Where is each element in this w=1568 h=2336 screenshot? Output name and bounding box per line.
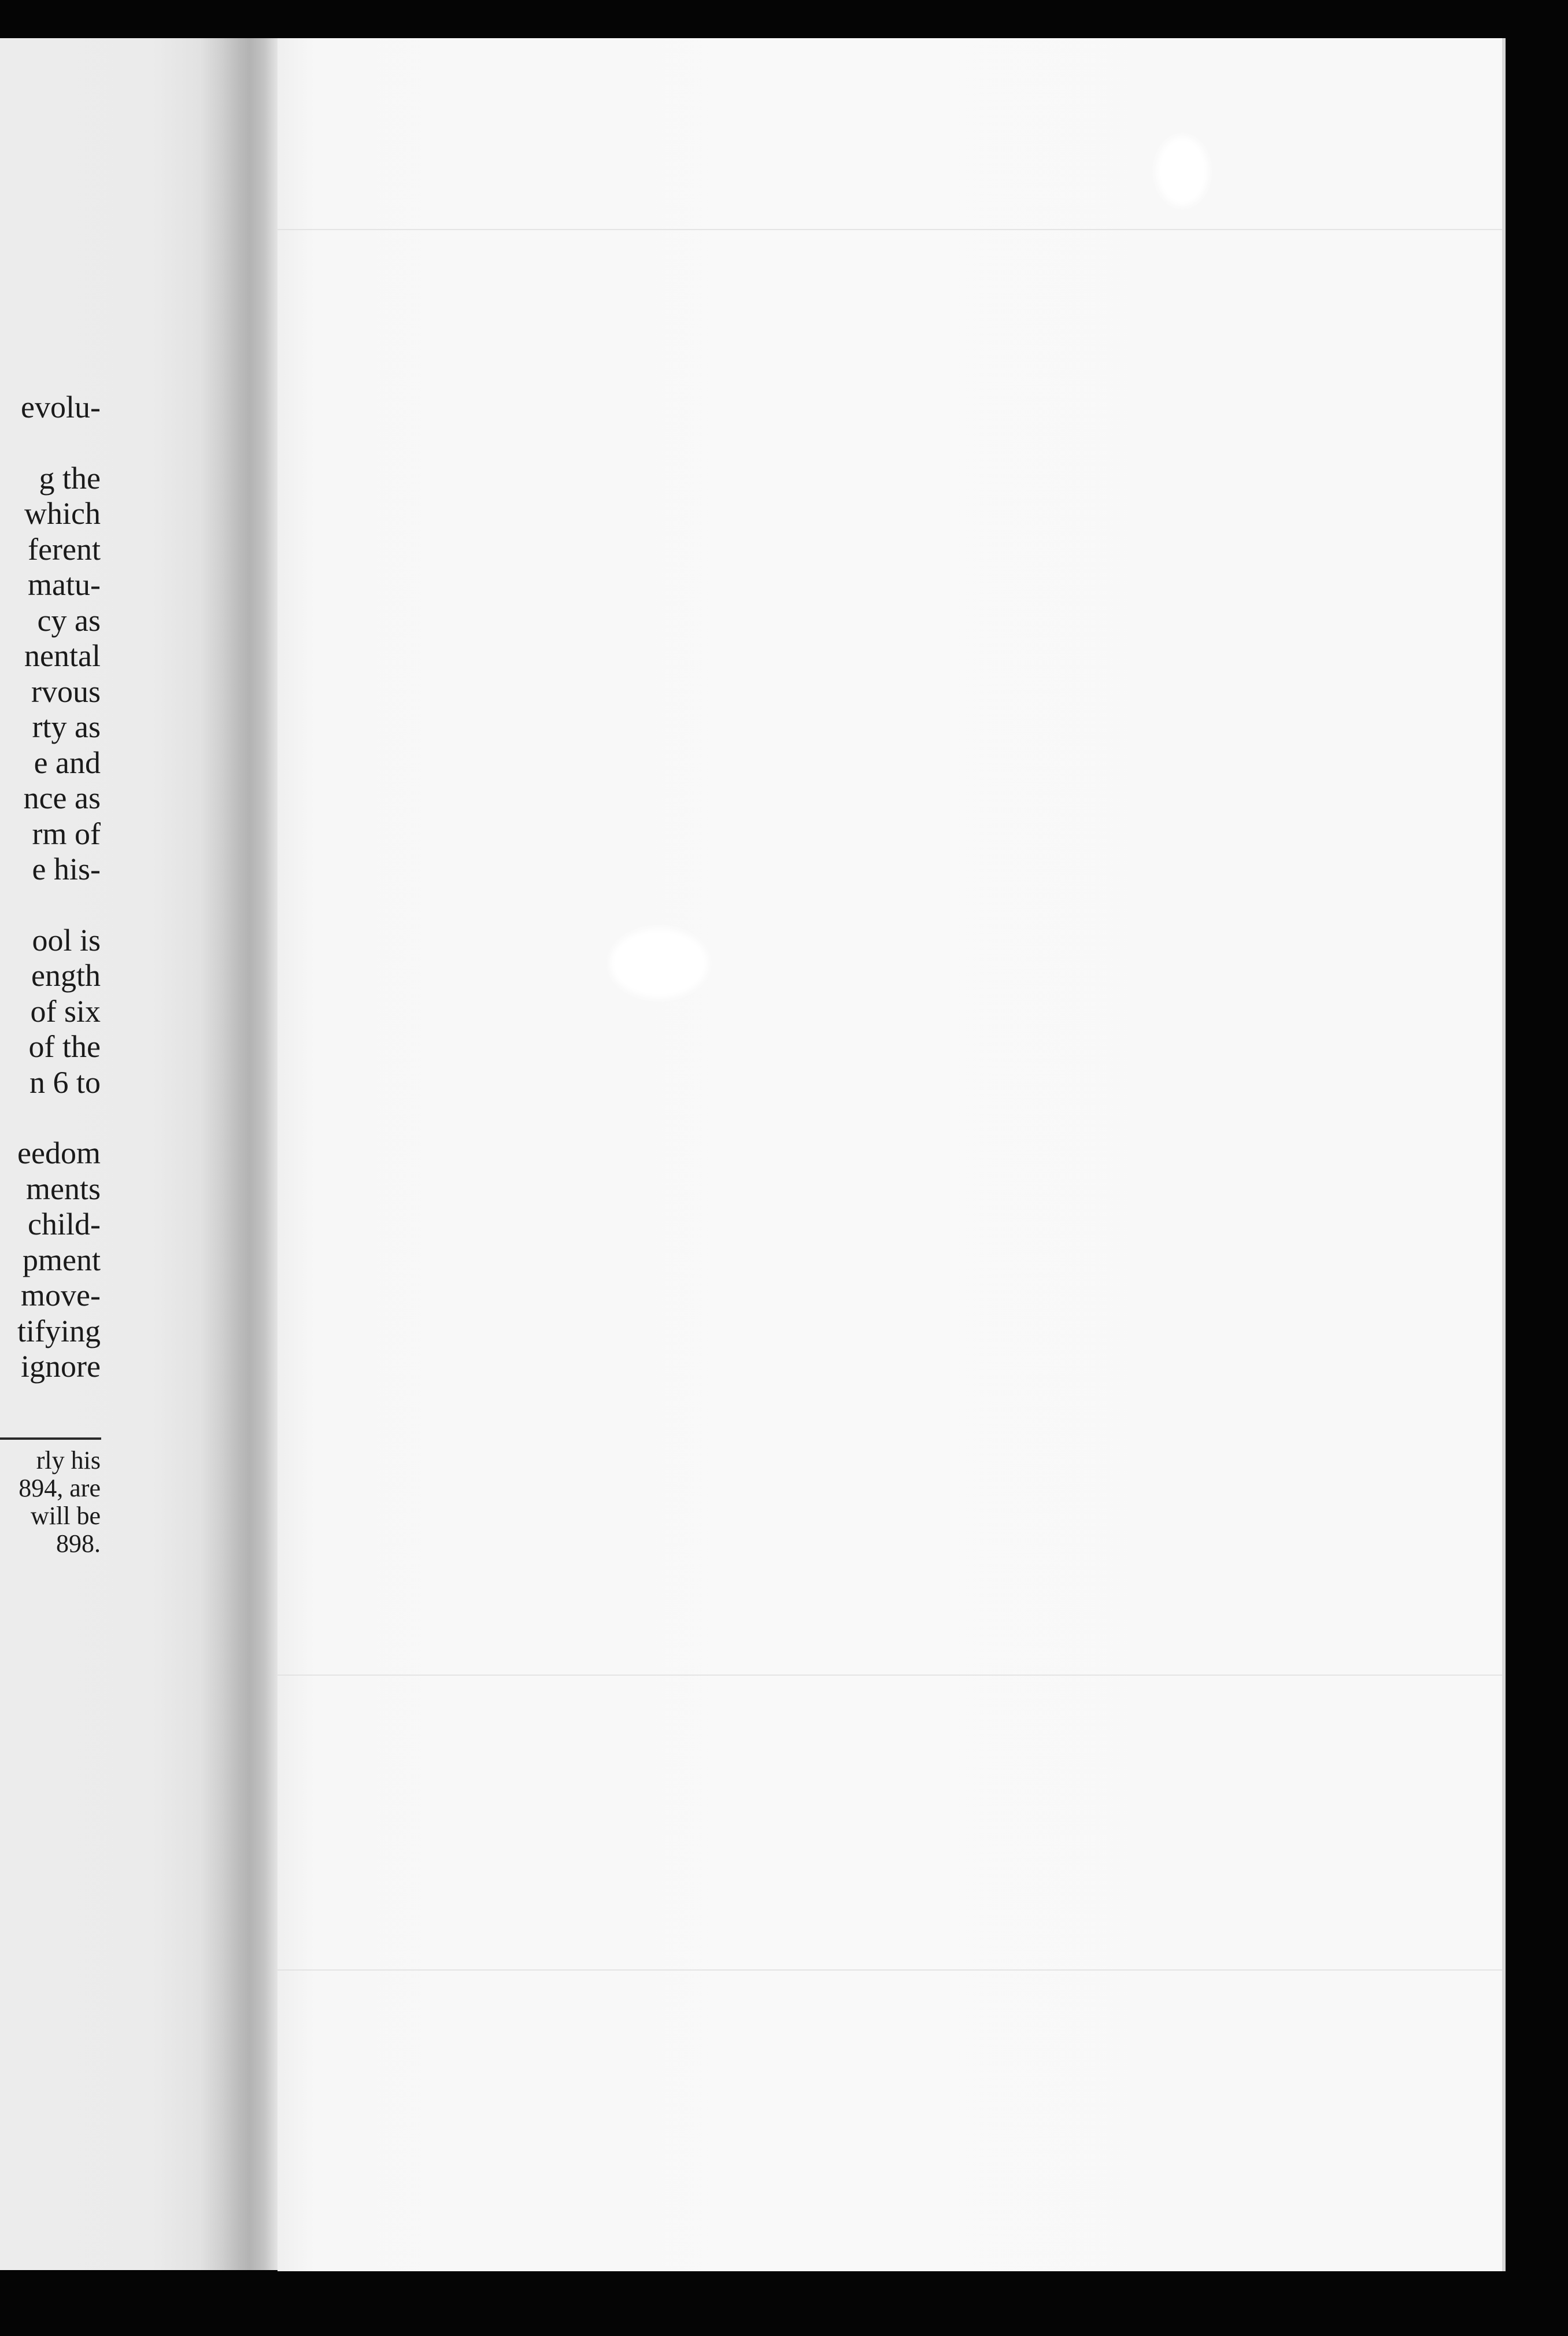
text-line: which (24, 496, 101, 531)
text-line: eedom (17, 1136, 101, 1170)
text-line: ool is (32, 922, 101, 958)
text-line: nental (24, 638, 101, 673)
text-line: rvous (31, 674, 101, 709)
paragraph-gap (0, 888, 101, 923)
paper-blemish (610, 929, 708, 998)
page-edge (1502, 38, 1506, 2271)
text-line: ments (26, 1171, 101, 1206)
paper-blemish (1156, 136, 1208, 206)
text-line: child- (28, 1207, 101, 1241)
text-line: cy as (37, 603, 101, 638)
footnote-line: 894, are (19, 1474, 101, 1502)
footnote-line: 898. (56, 1529, 101, 1558)
text-line: move- (21, 1278, 101, 1313)
text-line: nce as (23, 781, 101, 815)
text-line: rm of (32, 816, 101, 851)
text-line: ignore (21, 1349, 101, 1384)
text-line: tifying (17, 1313, 101, 1348)
scan-artifact-line (278, 229, 1502, 230)
text-line: rty as (32, 709, 101, 744)
text-line: e his- (32, 852, 101, 886)
text-line: g the (39, 460, 101, 496)
text-line: evolu- (21, 390, 101, 424)
text-line: matu- (28, 567, 101, 602)
text-line: ferent (28, 531, 101, 567)
text-line: of the (28, 1029, 101, 1064)
text-line: of six (30, 993, 101, 1029)
left-page-body-text (0, 390, 101, 1385)
footnote-line: rly his (36, 1446, 101, 1474)
scan-artifact-line (278, 1969, 1502, 1971)
blank-right-page (278, 38, 1502, 2271)
footnote-divider (0, 1437, 101, 1440)
paragraph-gap (0, 1100, 101, 1136)
text-line: pment (23, 1242, 101, 1277)
footnote-line: will be (31, 1502, 101, 1530)
paragraph-gap (0, 426, 101, 461)
text-line: ength (31, 958, 101, 993)
scan-artifact-line (278, 1675, 1502, 1676)
left-page-fragment (0, 38, 278, 2270)
text-line: n 6 to (29, 1064, 101, 1100)
footnote-text (0, 1447, 101, 1558)
text-line: e and (34, 745, 101, 780)
